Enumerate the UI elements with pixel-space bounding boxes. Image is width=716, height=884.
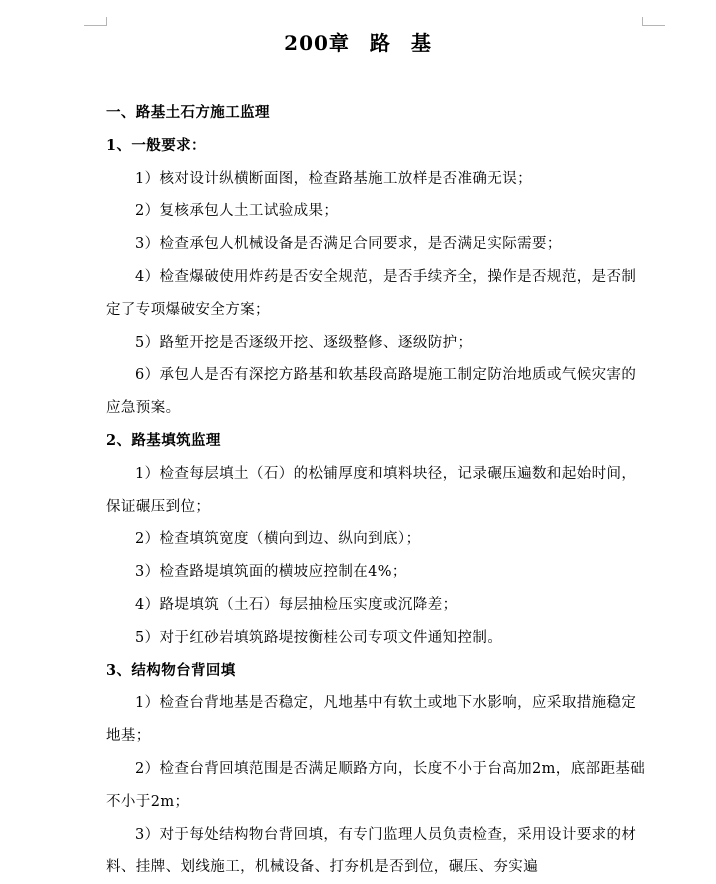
page-corner-mark-right (642, 17, 665, 26)
list-item: 5）路堑开挖是否逐级开挖、逐级整修、逐级防护； (135, 334, 473, 351)
subsection-heading: 1、一般要求： (106, 136, 206, 154)
list-item: 2）检查填筑宽度（横向到边、纵向到底）； (135, 531, 421, 548)
list-item: 4）路堤填筑（土石）每层抽检压实度或沉降差； (135, 596, 458, 613)
list-item: 2）复核承包人土工试验成果； (135, 203, 339, 220)
page-corner-mark-left (84, 17, 107, 26)
list-item: 5）对于红砂岩填筑路堤按衡桂公司专项文件通知控制。 (135, 629, 503, 646)
list-item: 1）核对设计纵横断面图，检查路基施工放样是否准确无误； (135, 170, 533, 187)
subsection-heading: 3、结构物台背回填 (106, 661, 236, 679)
list-item: 3）检查路堤填筑面的横坡应控制在4%； (135, 564, 407, 581)
list-item: 1）检查台背地基是否稳定，凡地基中有软土或地下水影响，应采取措施稳定地基； (106, 695, 637, 745)
section-heading: 一、路基土石方施工监理 (106, 104, 270, 121)
chapter-title: 200章 路 基 (284, 31, 432, 55)
document-body (106, 97, 646, 884)
list-item: 3）对于每处结构物台背回填，有专门监理人员负责检查，采用设计要求的材料、挂牌、划线施工，机械设备、打夯机是否到位，碾压、夯实遍 (106, 826, 637, 876)
list-item: 4）检查爆破使用炸药是否安全规范，是否手续齐全，操作是否规范，是否制定了专项爆破安全方案； (106, 268, 637, 318)
list-item: 3）检查承包人机械设备是否满足合同要求，是否满足实际需要； (135, 236, 562, 253)
list-item: 1）检查每层填土（石）的松铺厚度和填料块径，记录碾压遍数和起始时间，保证碾压到位； (106, 465, 637, 515)
list-item: 6）承包人是否有深挖方路基和软基段高路堤施工制定防治地质或气候灾害的应急预案。 (106, 367, 637, 417)
subsection-heading: 2、路基填筑监理 (106, 431, 221, 449)
list-item: 2）检查台背回填范围是否满足顺路方向，长度不小于台高加2m，底部距基础不小于2m； (106, 760, 646, 810)
